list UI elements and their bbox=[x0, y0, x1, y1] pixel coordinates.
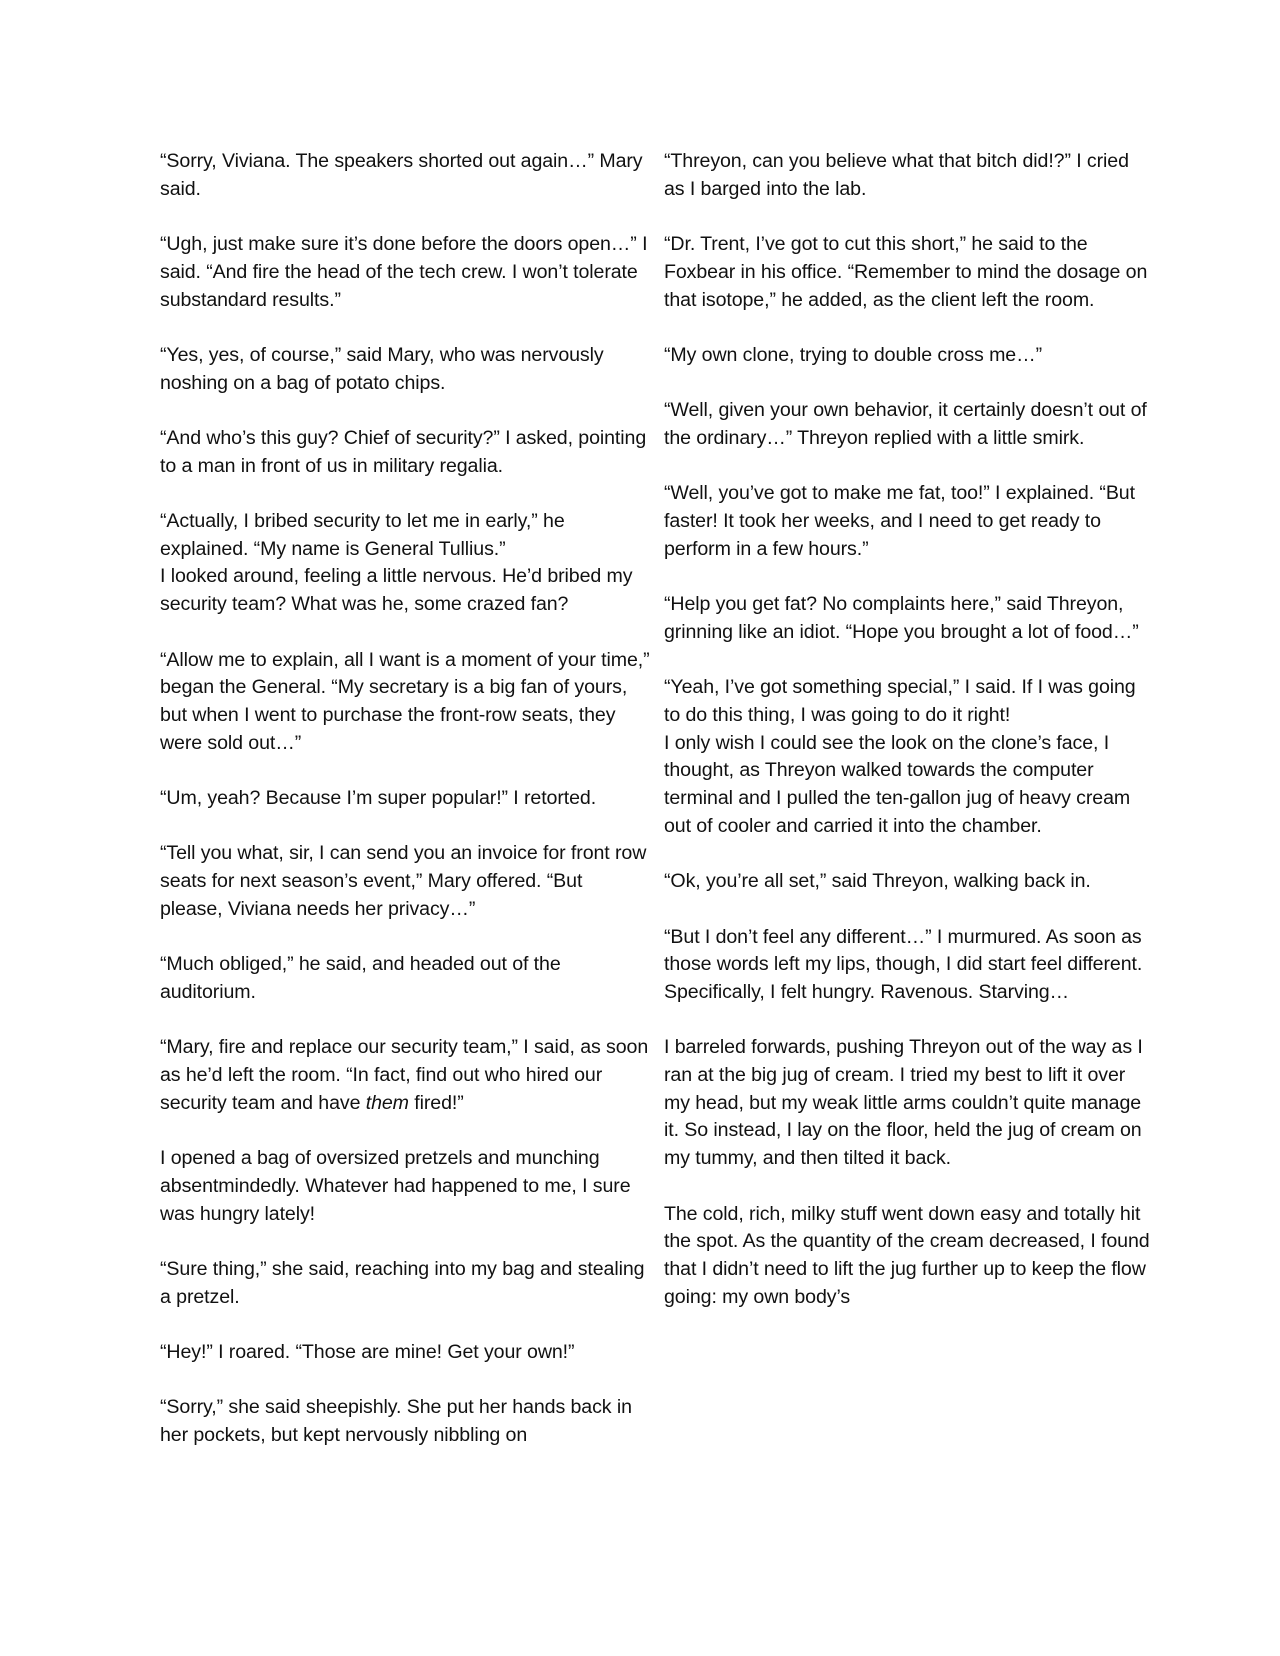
paragraph: “Dr. Trent, I’ve got to cut this short,” he said to the Foxbear in his office. “Remember to mind the dosage on that isotope,” he added, as the client left the room. bbox=[664, 233, 1148, 311]
paragraph: “Help you get fat? No complaints here,” said Threyon, grinning like an idiot. “Hope you brought a lot of food…” bbox=[664, 593, 1139, 643]
paragraph: “Um, yeah? Because I’m super popular!” I retorted. bbox=[160, 787, 597, 810]
paragraph: “Well, you’ve got to make me fat, too!” I explained. “But faster! It took her weeks, and I need to get ready to perform in a few hours.” bbox=[664, 482, 1135, 560]
paragraph: “My own clone, trying to double cross me…” bbox=[664, 343, 1043, 366]
paragraph-text: fired!” bbox=[408, 1091, 464, 1114]
paragraph: “Tell you what, sir, I can send you an invoice for front row seats for next season’s event,” Mary offered. “But please, Viviana needs her privacy…” bbox=[160, 842, 647, 920]
paragraph-text: “Mary, fire and replace our security team,” I said, as soon as he’d left the room. “In fact, find out who hired our security team and have bbox=[160, 1036, 649, 1114]
paragraph: I only wish I could see the look on the clone’s face, I thought, as Threyon walked towards the computer terminal and I pulled the ten-gallon jug of heavy cream out of cooler and carried it into the chamber. bbox=[664, 731, 1131, 837]
paragraph: “Sorry,” she said sheepishly. She put her hands back in her pockets, but kept nervously nibbling on bbox=[160, 1396, 632, 1447]
paragraph: I opened a bag of oversized pretzels and munching absentmindedly. Whatever had happened to me, I sure was hungry lately! bbox=[160, 1147, 631, 1225]
paragraph: “Sorry, Viviana. The speakers shorted out again…” Mary said. bbox=[160, 150, 643, 200]
paragraph: “Sure thing,” she said, reaching into my bag and stealing a pretzel. bbox=[160, 1257, 645, 1308]
paragraph: “Yeah, I’ve got something special,” I said. If I was going to do this thing, I was going to do it right! bbox=[664, 676, 1136, 726]
paragraph: I looked around, feeling a little nervous. He’d bribed my security team? What was he, some crazed fan? bbox=[160, 565, 633, 616]
paragraph: “But I don’t feel any different…” I murmured. As soon as those words left my lips, though, I did start feel different. Specifically, I felt hungry. Ravenous. Starving… bbox=[664, 925, 1143, 1003]
paragraph: The cold, rich, milky stuff went down easy and totally hit the spot. As the quantity of the cream decreased, I found that I didn’t need to lift the jug further up to keep the flow going: my own body’s bbox=[664, 1202, 1150, 1308]
emphasized-word: them bbox=[365, 1091, 409, 1114]
paragraph: “Yes, yes, of course,” said Mary, who was nervously noshing on a bag of potato chips. bbox=[160, 343, 604, 394]
paragraph: “Allow me to explain, all I want is a moment of your time,” began the General. “My secretary is a big fan of yours, but when I went to purchase the front-row seats, they were sold out…” bbox=[160, 648, 650, 754]
paragraph: “Ugh, just make sure it’s done before the doors open…” I said. “And fire the head of the tech crew. I won’t tolerate substandard results.” bbox=[160, 233, 648, 311]
left-text-column bbox=[160, 148, 650, 1450]
right-text-column bbox=[664, 148, 1152, 1311]
paragraph: “And who’s this guy? Chief of security?” I asked, pointing to a man in front of us in military regalia. bbox=[160, 426, 647, 477]
paragraph: “Much obliged,” he said, and headed out of the auditorium. bbox=[160, 953, 561, 1003]
paragraph: “Threyon, can you believe what that bitch did!?” I cried as I barged into the lab. bbox=[664, 150, 1129, 200]
paragraph: “Actually, I bribed security to let me in early,” he explained. “My name is General Tullius.” bbox=[160, 510, 565, 560]
paragraph: I barreled forwards, pushing Threyon out of the way as I ran at the big jug of cream. I tried my best to lift it over my head, but my weak little arms couldn’t quite manage it. So instead, I lay on the floor, held the jug of cream on my tummy, and then tilted it back. bbox=[664, 1036, 1143, 1170]
paragraph: “Well, given your own behavior, it certainly doesn’t out of the ordinary…” Threyon replied with a little smirk. bbox=[664, 399, 1147, 449]
paragraph: “Ok, you’re all set,” said Threyon, walking back in. bbox=[664, 870, 1091, 893]
paragraph: “Hey!” I roared. “Those are mine! Get your own!” bbox=[160, 1341, 575, 1364]
paragraph-with-emphasis bbox=[160, 1034, 650, 1117]
